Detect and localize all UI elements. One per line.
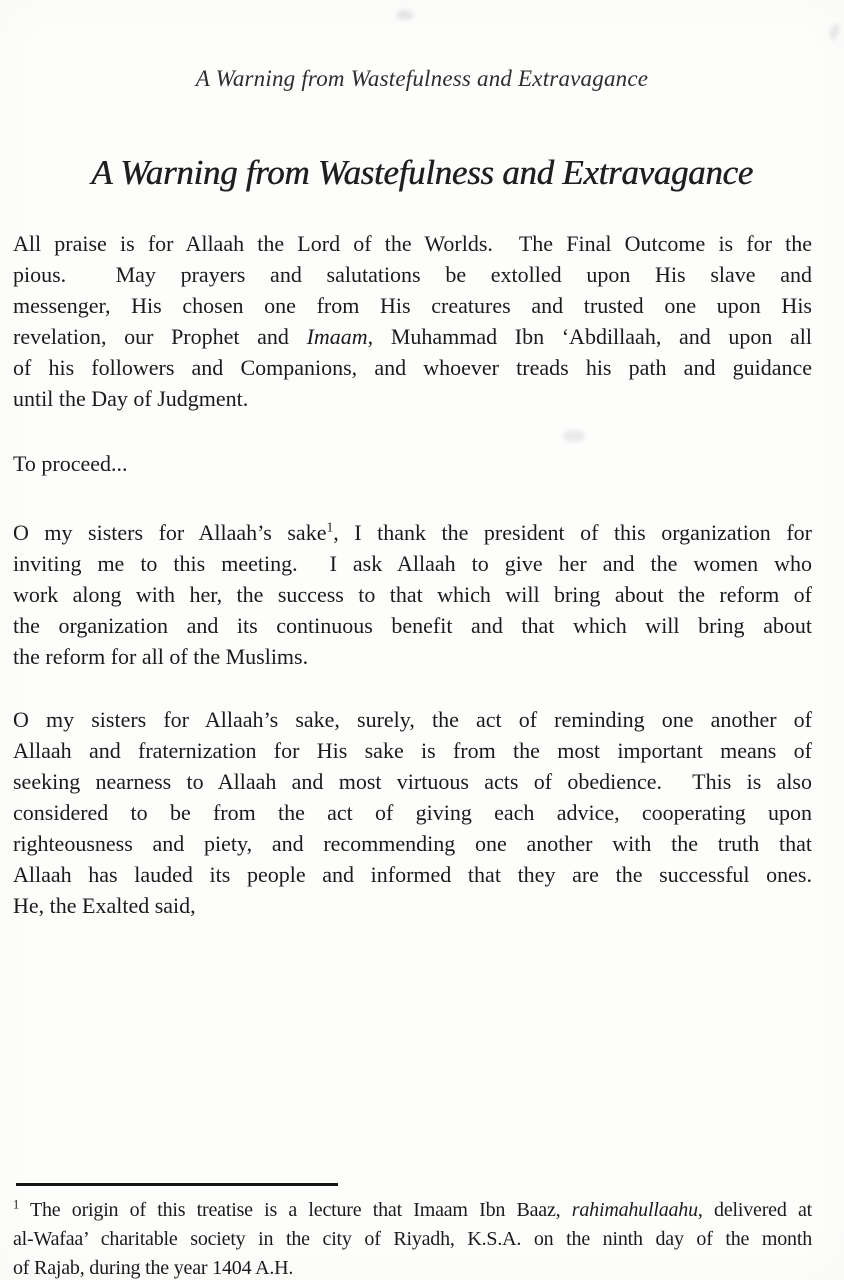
- text-segment: revelation, our Prophet and: [13, 324, 307, 349]
- text-line: [13, 448, 812, 479]
- text-segment: He, the Exalted said,: [13, 893, 196, 918]
- paragraph-reminding: [13, 704, 812, 921]
- scan-smudge: [396, 10, 414, 20]
- text-segment: righteousness and piety, and recommending one another with the truth that: [13, 831, 812, 856]
- footnote-separator: [16, 1183, 338, 1186]
- paragraph-opening-praise: [13, 228, 812, 414]
- text-segment: the organization and its continuous benefit and that which will bring about: [13, 613, 812, 638]
- paragraph-gratitude: [13, 517, 812, 672]
- text-line: [13, 383, 812, 414]
- text-segment: considered to be from the act of giving each advice, cooperating upon: [13, 800, 812, 825]
- text-segment: O my sisters for Allaah’s sake, surely, the act of reminding one another of: [13, 707, 812, 732]
- scan-smudge: [563, 430, 585, 442]
- text-segment: inviting me to this meeting. I ask Allaah to give her and the women who: [13, 551, 812, 576]
- text-segment: of Rajab, during the year 1404 A.H.: [13, 1257, 294, 1279]
- running-header: A Warning from Wastefulness and Extravagance: [195, 66, 649, 91]
- text-line: [13, 259, 812, 290]
- text-segment: until the Day of Judgment.: [13, 386, 249, 411]
- text-segment: messenger, His chosen one from His creatures and trusted one upon His: [13, 293, 812, 318]
- text-segment: The origin of this treatise is a lecture that Imaam Ibn Baaz,: [19, 1199, 572, 1221]
- text-line: [13, 735, 812, 766]
- text-line: [13, 828, 812, 859]
- page-title: A Warning from Wastefulness and Extravagance: [91, 153, 753, 192]
- text-segment: of his followers and Companions, and whoever treads his path and guidance: [13, 355, 812, 380]
- text-segment: , I thank the president of this organization for: [333, 520, 812, 545]
- footnote: [13, 1196, 812, 1280]
- text-line: [13, 610, 812, 641]
- text-line: [13, 859, 812, 890]
- text-line: [13, 890, 812, 921]
- text-line: [13, 1225, 812, 1254]
- text-segment: O my sisters for Allaah’s sake: [13, 520, 327, 545]
- text-line: [13, 548, 812, 579]
- text-segment: All praise is for Allaah the Lord of the Worlds. The Final Outcome is for the: [13, 231, 812, 256]
- text-line: [13, 797, 812, 828]
- text-segment: , delivered at: [697, 1199, 812, 1221]
- text-line: [13, 290, 812, 321]
- text-segment: Allaah has lauded its people and informed that they are the successful ones.: [13, 862, 812, 887]
- footnote-reference: 1: [326, 519, 334, 535]
- text-line: [13, 321, 812, 352]
- italic-text: rahimahullaahu: [571, 1199, 698, 1221]
- text-segment: , Muhammad Ibn ‘Abdillaah, and upon all: [367, 324, 812, 349]
- text-line: [13, 704, 812, 735]
- text-line: [13, 1196, 812, 1225]
- scan-edge-mark: [829, 23, 841, 40]
- text-segment: pious. May prayers and salutations be extolled upon His slave and: [13, 262, 812, 287]
- text-line: [13, 517, 812, 548]
- text-segment: Allaah and fraternization for His sake is from the most important means of: [13, 738, 812, 763]
- text-line: [13, 1254, 812, 1280]
- text-line: [13, 641, 812, 672]
- text-line: [13, 766, 812, 797]
- text-line: [13, 228, 812, 259]
- text-segment: al-Wafaa’ charitable society in the city of Riyadh, K.S.A. on the ninth day of the month: [13, 1228, 812, 1250]
- text-segment: To proceed...: [13, 451, 128, 476]
- text-segment: work along with her, the success to that which will bring about the reform of: [13, 582, 812, 607]
- footnote-reference: 1: [13, 1197, 19, 1212]
- italic-text: Imaam: [306, 324, 368, 349]
- text-line: [13, 579, 812, 610]
- text-line: [13, 352, 812, 383]
- text-segment: seeking nearness to Allaah and most virtuous acts of obedience. This is also: [13, 769, 812, 794]
- paragraph-to-proceed: [13, 448, 812, 479]
- text-segment: the reform for all of the Muslims.: [13, 644, 309, 669]
